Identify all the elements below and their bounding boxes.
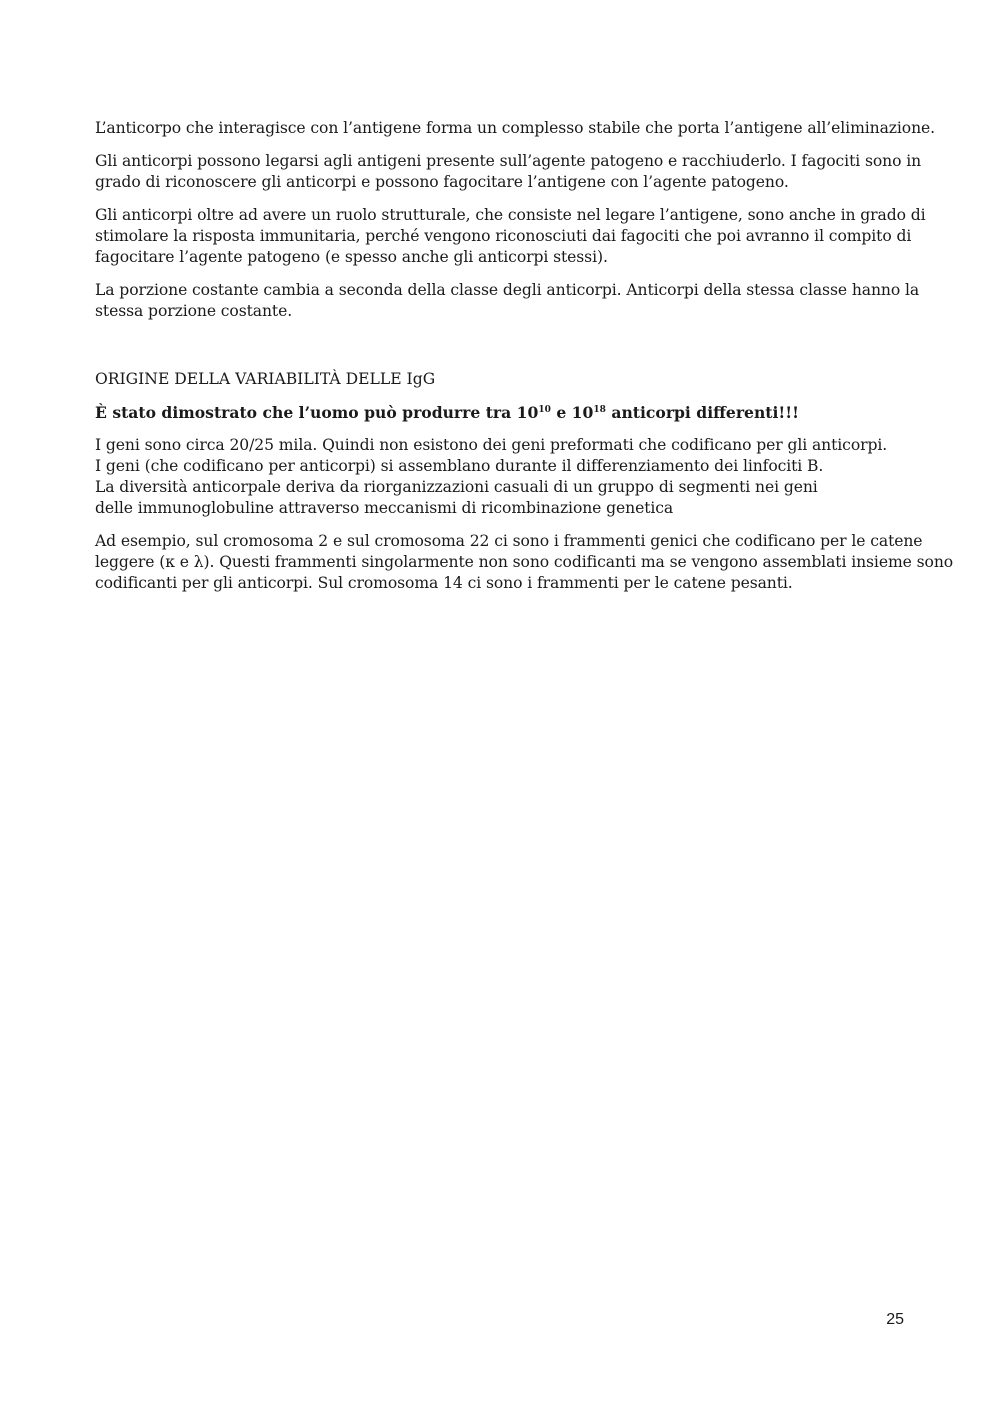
text-line: I geni sono circa 20/25 mila. Quindi non esistono dei geni preformati che codificano per gli anticorpi.: [95, 436, 888, 454]
bold-text: e 10: [550, 403, 594, 422]
text-line: La diversità anticorpale deriva da riorganizzazioni casuali di un gruppo di segmenti nei geni: [95, 478, 818, 496]
exponent: 10: [538, 405, 551, 415]
paragraph-constant-portion: [95, 280, 920, 322]
bold-text: anticorpi differenti!!!: [605, 403, 799, 422]
exponent: 18: [593, 405, 606, 415]
paragraph-chromosomes: [95, 531, 954, 594]
text-line: grado di riconoscere gli anticorpi e possono fagocitare l’antigene con l’agente patogeno.: [95, 173, 789, 191]
paragraph-phagocytes: [95, 151, 922, 193]
bold-statement: [95, 402, 915, 423]
text-line: Ad esempio, sul cromosoma 2 e sul cromosoma 22 ci sono i frammenti genici che codificano per le catene: [95, 532, 923, 550]
paragraph-complex: [95, 118, 936, 139]
text-line: L’anticorpo che interagisce con l’antigene forma un complesso stabile che porta l’antigene all’eliminazione.: [95, 119, 936, 137]
text-line: leggere (κ e λ). Questi frammenti singolarmente non sono codificanti ma se vengono assemblati insieme sono: [95, 553, 954, 571]
text-line: Gli anticorpi possono legarsi agli antigeni presente sull’agente patogeno e racchiuderlo. I fagociti sono in: [95, 152, 922, 170]
text-line: I geni (che codificano per anticorpi) si assemblano durante il differenziamento dei linfociti B.: [95, 457, 824, 475]
document-page: [95, 118, 954, 606]
bold-text: È stato dimostrato che l’uomo può produrre tra 10: [95, 403, 539, 422]
text-line: fagocitare l’agente patogeno (e spesso anche gli anticorpi stessi).: [95, 248, 608, 266]
page-number: 25: [886, 1311, 904, 1328]
section-heading: ORIGINE DELLA VARIABILITÀ DELLE IgG: [95, 370, 436, 388]
text-line: La porzione costante cambia a seconda della classe degli anticorpi. Anticorpi della stessa classe hanno la: [95, 281, 920, 299]
paragraph-genes: [95, 435, 915, 519]
text-line: delle immunoglobuline attraverso meccanismi di ricombinazione genetica: [95, 499, 674, 517]
text-line: codificanti per gli anticorpi. Sul cromosoma 14 ci sono i frammenti per le catene pesanti.: [95, 574, 793, 592]
text-line: stessa porzione costante.: [95, 302, 293, 320]
text-line: stimolare la risposta immunitaria, perché vengono riconosciuti dai fagociti che poi avranno il compito di: [95, 227, 912, 245]
paragraph-immune-response: [95, 205, 926, 268]
text-line: Gli anticorpi oltre ad avere un ruolo strutturale, che consiste nel legare l’antigene, sono anche in grado di: [95, 206, 926, 224]
